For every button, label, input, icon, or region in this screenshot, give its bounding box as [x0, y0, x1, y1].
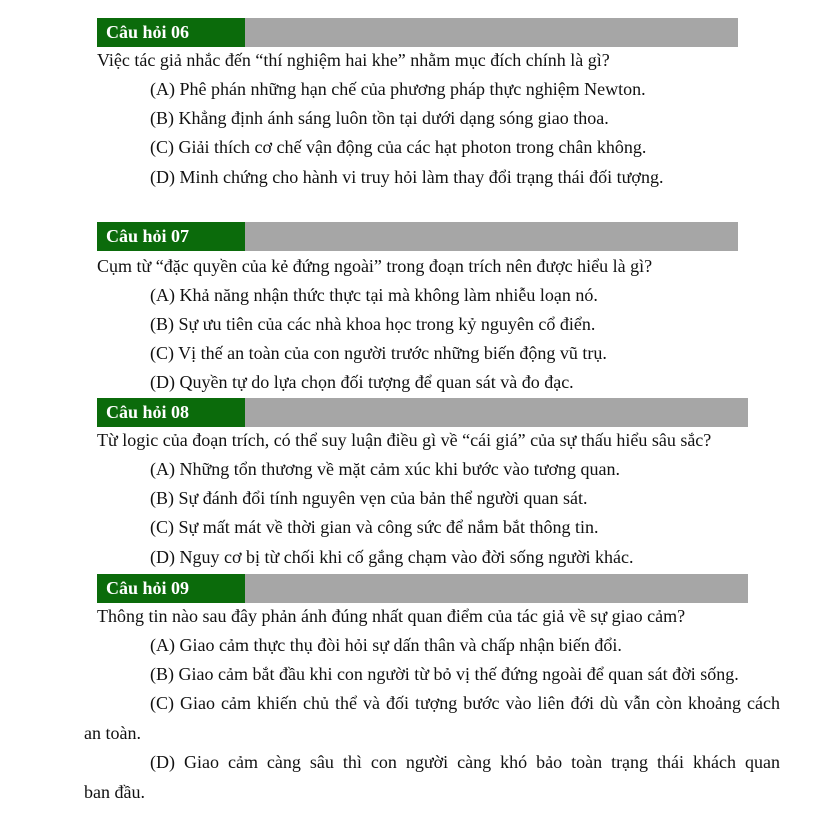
option-c: (C) Giao cảm khiến chủ thể và đối tượng bước vào liên đới dù vẫn còn khoảng cách	[150, 693, 780, 713]
question-header-gray	[245, 398, 748, 427]
option-b: (B) Sự ưu tiên của các nhà khoa học trong kỷ nguyên cổ điển.	[150, 314, 596, 334]
question-header-bar	[0, 222, 840, 251]
option-c-continuation: an toàn.	[84, 723, 141, 743]
option-a: (A) Giao cảm thực thụ đòi hỏi sự dấn thân và chấp nhận biến đổi.	[150, 635, 622, 655]
question-header-label: Câu hỏi 07	[106, 226, 190, 246]
question-header-label: Câu hỏi 09	[106, 578, 190, 598]
option-c: (C) Giải thích cơ chế vận động của các hạt photon trong chân không.	[150, 137, 647, 157]
option-c: (C) Sự mất mát về thời gian và công sức để nắm bắt thông tin.	[150, 517, 599, 537]
option-b: (B) Giao cảm bắt đầu khi con người từ bỏ vị thế đứng ngoài để quan sát đời sống.	[150, 664, 739, 684]
option-b: (B) Khẳng định ánh sáng luôn tồn tại dưới dạng sóng giao thoa.	[150, 108, 609, 128]
option-d: (D) Minh chứng cho hành vi truy hỏi làm thay đổi trạng thái đối tượng.	[150, 167, 664, 187]
question-stem: Thông tin nào sau đây phản ánh đúng nhất quan điểm của tác giả về sự giao cảm?	[97, 606, 686, 626]
question-stem: Từ logic của đoạn trích, có thể suy luận điều gì về “cái giá” của sự thấu hiểu sâu sắc?	[97, 430, 712, 450]
question-header-label: Câu hỏi 06	[106, 22, 190, 42]
option-d-continuation: ban đầu.	[84, 782, 145, 802]
question-header-bar	[0, 398, 840, 427]
question-header-gray	[245, 222, 738, 251]
option-c: (C) Vị thế an toàn của con người trước những biến động vũ trụ.	[150, 343, 607, 363]
question-header-gray	[245, 574, 748, 603]
option-d: (D) Quyền tự do lựa chọn đối tượng để quan sát và đo đạc.	[150, 372, 574, 392]
option-a: (A) Phê phán những hạn chế của phương pháp thực nghiệm Newton.	[150, 79, 646, 99]
question-stem: Việc tác giả nhắc đến “thí nghiệm hai khe” nhằm mục đích chính là gì?	[97, 50, 610, 70]
option-d: (D) Nguy cơ bị từ chối khi cố gắng chạm vào đời sống người khác.	[150, 547, 634, 567]
option-b: (B) Sự đánh đổi tính nguyên vẹn của bản thể người quan sát.	[150, 488, 588, 508]
question-stem: Cụm từ “đặc quyền của kẻ đứng ngoài” trong đoạn trích nên được hiểu là gì?	[97, 256, 653, 276]
question-header-label: Câu hỏi 08	[106, 402, 190, 422]
option-a: (A) Những tổn thương về mặt cảm xúc khi bước vào tương quan.	[150, 459, 620, 479]
question-header-bar	[0, 574, 840, 603]
option-a: (A) Khả năng nhận thức thực tại mà không làm nhiễu loạn nó.	[150, 285, 598, 305]
question-header-bar	[0, 18, 840, 47]
option-d: (D) Giao cảm càng sâu thì con người càng khó bảo toàn trạng thái khách quan	[150, 752, 780, 772]
question-header-gray	[245, 18, 738, 47]
